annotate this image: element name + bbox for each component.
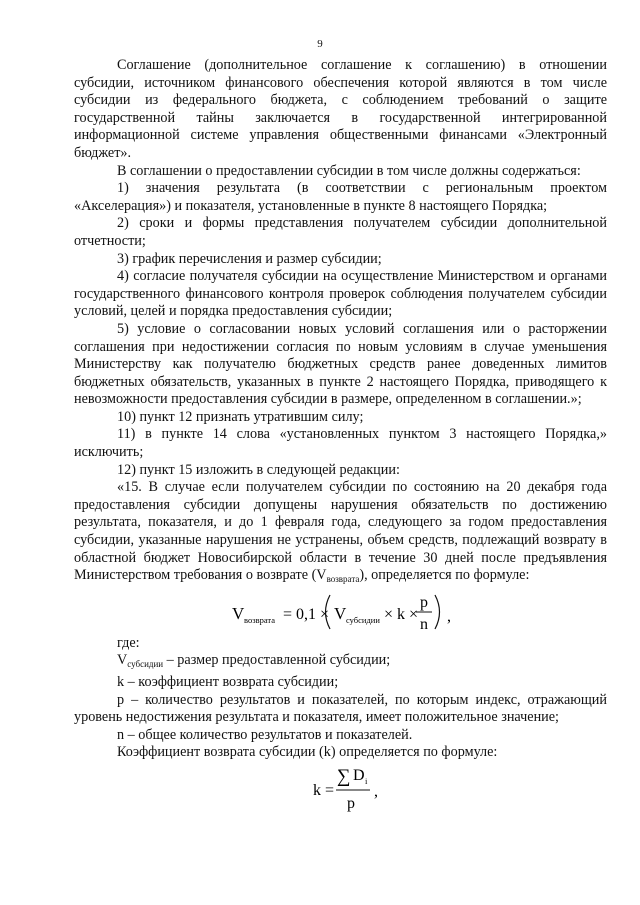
list-item-10: 10) пункт 12 признать утратившим силу; — [117, 408, 364, 425]
list-item-1: 1) значения результата (в соответствии с региональным проектом «Акселерация») и показателя, установленные в пункте 8 настоящего Порядка; — [74, 180, 607, 214]
formula-comma: , — [447, 607, 451, 625]
paragraph-agreement-contents: В соглашении о предоставлении субсидии в том числе должны содержаться: — [117, 162, 581, 179]
list-item-2: 2) сроки и формы представления получателем субсидии дополнительной отчетности; — [74, 215, 607, 249]
definition-k: k – коэффициент возврата субсидии; — [117, 674, 339, 690]
paragraph-agreement-budget: Соглашение (дополнительное соглашение к соглашению) в отношении субсидии, источником финансового обеспечения которой являются в том числе субсидии из федерального бюджета, с соблюдением требований о защите государственной тайны заключается в государственной интегрированной информационной системе управления общественными финансами «Электронный бюджет». — [74, 57, 607, 161]
formula2-num-sub: i — [365, 775, 368, 786]
paragraph-15 — [74, 479, 607, 589]
paragraph-coefficient: Коэффициент возврата субсидии (k) определяется по формуле: — [117, 744, 498, 761]
definition-v-text: – размер предоставленной субсидии; — [163, 652, 391, 669]
formula-coefficient-svg — [74, 762, 607, 814]
formula2-sum: ∑ — [337, 765, 351, 787]
right-paren — [435, 595, 440, 629]
formula2-lhs: k = — [313, 781, 335, 799]
paragraph-15-tail: ), определяется по формуле: — [359, 567, 530, 584]
definition-v: V — [117, 652, 128, 669]
formula-numerator: p — [420, 593, 428, 611]
v-return-subscript: возврата — [326, 574, 360, 585]
formula-times-k: × k × — [384, 605, 419, 623]
page-number: 9 — [317, 38, 323, 50]
where-label: где: — [117, 634, 140, 651]
formula-return-volume-svg — [74, 589, 607, 635]
list-item-11: 11) в пункте 14 слова «установленных пунктом 3 настоящего Порядка,» исключить; — [74, 426, 607, 461]
definition-n: n – общее количество результатов и показателей. — [117, 726, 413, 743]
formula2-comma: , — [374, 782, 378, 800]
definition-p: p – количество результатов и показателей, по которым индекс, отражающий уровень недостижения результата и показателя, имеет положительное значение; — [74, 691, 607, 726]
definition-v-sub: субсидии — [127, 659, 164, 670]
formula2-denominator: p — [347, 794, 355, 812]
list-item-5: 5) условие о согласовании новых условий соглашения или о расторжении соглашения при недостижении согласия по новым условиям в случае уменьшения Министерству как получателю бюджетных средств ранее доведенных лимитов бюджетных обязательств, указанных в пункте 2 настоящего Порядка, приводящего к невозможности предоставления субсидии в размере, определенном в соглашении.»; — [74, 320, 607, 408]
definition-v-subsidy — [74, 652, 607, 674]
formula-eq: = 0,1 × — [283, 605, 330, 623]
formula-inner-sub: субсидии — [346, 614, 380, 625]
formula-lhs-sub: возврата — [244, 614, 275, 625]
list-item-12: 12) пункт 15 изложить в следующей редакции: — [117, 461, 400, 478]
formula-denominator: n — [420, 615, 428, 633]
list-item-4: 4) согласие получателя субсидии на осуществление Министерством и органами государственного финансового контроля проверок соблюдения получателем субсидии условий, целей и порядка предоставления субсидии; — [74, 268, 607, 320]
formula-lhs-v: V — [232, 603, 245, 623]
paragraph-15-text: «15. В случае если получателем субсидии по состоянию на 20 декабря года предоставления субсидии допущены нарушения обязательств по достижению результата, показателя, и до 1 февраля года, следующего за годом предоставления субсидии, указанные нарушения не устранены, объем средств, подлежащий возврату в областной бюджет Новосибирской области в течение 30 дней после предъявления Министерством требования о возврате (V — [74, 479, 607, 584]
document-body — [74, 57, 607, 814]
formula-coefficient — [74, 762, 607, 814]
formula2-numerator: D — [353, 766, 365, 784]
list-item-3: 3) график перечисления и размер субсидии; — [117, 250, 382, 267]
formula-inner-v: V — [334, 603, 347, 623]
formula-return-volume — [74, 589, 607, 635]
